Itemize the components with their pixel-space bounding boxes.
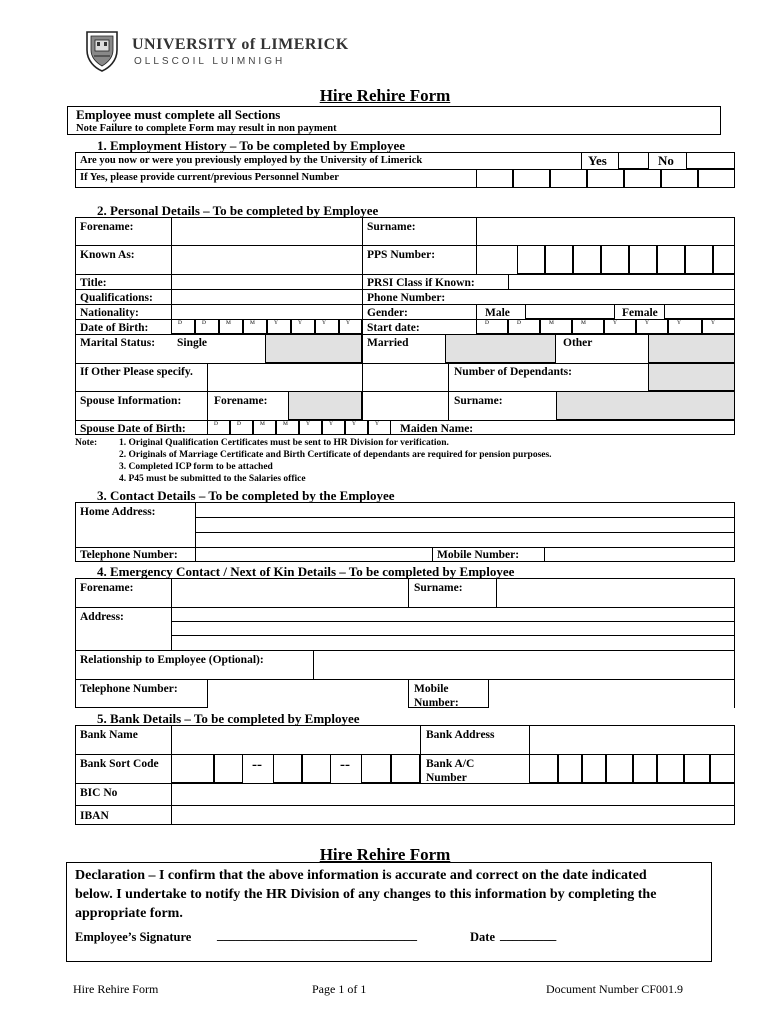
spouse-surname-label: Surname: [454, 395, 503, 407]
signature-label: Employee’s Signature [75, 930, 192, 944]
dob-cell[interactable]: M [219, 319, 243, 334]
telephone-input[interactable] [196, 548, 432, 561]
other-checkbox[interactable] [648, 334, 735, 363]
home-address-line-2[interactable] [196, 518, 734, 532]
married-label: Married [367, 337, 409, 349]
mobile-input[interactable] [545, 548, 734, 561]
note-item: 4. P45 must be submitted to the Salaries office [119, 474, 306, 484]
ec-forename-label: Forename: [80, 582, 134, 594]
start-date-cell[interactable]: Y [636, 319, 668, 334]
married-checkbox[interactable] [445, 334, 556, 363]
sort-code-label: Bank Sort Code [80, 758, 159, 770]
sort-code-digit[interactable] [214, 754, 243, 783]
male-label: Male [485, 307, 510, 319]
ec-telephone-input[interactable] [208, 680, 408, 708]
section-2-heading: 2. Personal Details – To be completed by Employee [97, 203, 379, 218]
account-digit[interactable] [529, 754, 558, 783]
personnel-digit[interactable] [624, 169, 661, 188]
spouse-dob-cell[interactable]: M [276, 420, 299, 435]
marital-status-label: Marital Status: [80, 337, 156, 349]
nationality-label: Nationality: [80, 307, 139, 319]
bank-address-input[interactable] [530, 726, 734, 754]
dob-cell[interactable]: D [171, 319, 195, 334]
forename-label: Forename: [80, 221, 134, 233]
female-checkbox[interactable] [664, 304, 735, 319]
yes-checkbox[interactable] [618, 152, 649, 169]
sort-code-digit[interactable] [361, 754, 391, 783]
known-as-input[interactable] [172, 246, 362, 274]
spouse-dob-cell[interactable]: M [253, 420, 276, 435]
if-other-input[interactable] [208, 364, 362, 391]
prsi-label: PRSI Class if Known: [367, 277, 475, 289]
account-digit[interactable] [606, 754, 633, 783]
account-digit[interactable] [558, 754, 582, 783]
home-address-line-1[interactable] [196, 503, 734, 517]
notes-label: Note: [75, 438, 98, 448]
dependants-label: Number of Dependants: [454, 366, 572, 378]
ec-surname-input[interactable] [497, 579, 734, 607]
personnel-number-label: If Yes, please provide current/previous Personnel Number [80, 172, 339, 183]
section-5-heading: 5. Bank Details – To be completed by Employee [97, 711, 360, 726]
male-checkbox[interactable] [525, 304, 615, 319]
qualifications-label: Qualifications: [80, 292, 153, 304]
account-digit[interactable] [684, 754, 710, 783]
home-address-label: Home Address: [80, 506, 156, 518]
pps-digit[interactable] [601, 245, 629, 274]
spouse-dob-label: Spouse Date of Birth: [80, 423, 186, 435]
pps-label: PPS Number: [367, 249, 436, 261]
maiden-name-label: Maiden Name: [400, 423, 474, 435]
bic-label: BIC No [80, 787, 118, 799]
bank-address-label: Bank Address [426, 729, 495, 741]
declaration-text: Declaration – I confirm that the above information is accurate and correct on the date indicated below. I undertake to notify the HR Division of any changes to this information by completing the appropriate form. [75, 868, 657, 921]
dob-cell[interactable]: Y [339, 319, 362, 334]
known-as-label: Known As: [80, 249, 135, 261]
pps-digit[interactable] [657, 245, 685, 274]
female-label: Female [622, 307, 658, 319]
dob-cell[interactable]: Y [267, 319, 291, 334]
university-irish-name: OLLSCOIL LUIMNIGH [134, 56, 286, 67]
sort-code-digit[interactable] [302, 754, 331, 783]
account-digit[interactable] [633, 754, 657, 783]
start-date-cell[interactable]: M [540, 319, 572, 334]
pps-digit[interactable] [573, 245, 601, 274]
dob-cell[interactable]: D [195, 319, 219, 334]
personnel-digit[interactable] [550, 169, 587, 188]
personnel-digit[interactable] [661, 169, 698, 188]
ec-address-line-3[interactable] [172, 636, 734, 650]
bic-input[interactable] [172, 784, 734, 805]
personnel-digit[interactable] [587, 169, 624, 188]
pps-digit[interactable] [685, 245, 713, 274]
forename-input[interactable] [172, 218, 362, 245]
surname-input[interactable] [477, 218, 734, 245]
start-date-cell[interactable]: Y [668, 319, 702, 334]
university-crest-icon [84, 28, 120, 72]
relationship-label: Relationship to Employee (Optional): [80, 654, 264, 666]
if-other-label: If Other Please specify. [80, 366, 193, 378]
ec-address-line-2[interactable] [172, 622, 734, 635]
single-checkbox[interactable] [265, 334, 362, 363]
no-checkbox[interactable] [686, 152, 735, 169]
phone-label: Phone Number: [367, 292, 446, 304]
sort-code-dash: -- [340, 757, 350, 773]
pps-digit[interactable] [629, 245, 657, 274]
section-4-heading: 4. Emergency Contact / Next of Kin Details – To be completed by Employee [97, 564, 515, 579]
date-label: Date [470, 930, 495, 944]
note-item: 2. Originals of Marriage Certificate and Birth Certificate of dependants are required for pension purposes. [119, 450, 552, 460]
ec-mobile-label: Mobile Number: [414, 683, 459, 709]
spouse-dob-cell[interactable]: Y [345, 420, 368, 435]
spouse-dob-cell[interactable]: D [230, 420, 253, 435]
spouse-dob-cell[interactable]: Y [322, 420, 345, 435]
ec-mobile-input[interactable] [489, 680, 734, 708]
account-digit[interactable] [710, 754, 735, 783]
start-date-cell[interactable]: Y [702, 319, 735, 334]
relationship-input[interactable] [314, 651, 734, 679]
dependants-input[interactable] [648, 363, 735, 391]
iban-label: IBAN [80, 810, 109, 822]
spouse-forename-label: Forename: [214, 395, 268, 407]
footer-center: Page 1 of 1 [312, 982, 367, 996]
note-item: 3. Completed ICP form to be attached [119, 462, 273, 472]
surname-label: Surname: [367, 221, 416, 233]
intro-failure: Note Failure to complete Form may result in non payment [76, 123, 337, 134]
spouse-dob-cell[interactable]: D [207, 420, 230, 435]
ec-telephone-label: Telephone Number: [80, 683, 178, 695]
no-label: No [658, 153, 674, 168]
declaration-title: Hire Rehire Form [319, 845, 451, 864]
yes-label: Yes [588, 153, 607, 168]
spouse-forename-input[interactable] [288, 391, 362, 420]
bank-name-input[interactable] [172, 726, 420, 754]
personnel-digit[interactable] [698, 169, 735, 188]
pps-digit[interactable] [713, 245, 735, 274]
sort-code-digit[interactable] [391, 754, 420, 783]
home-address-line-3[interactable] [196, 533, 734, 547]
spouse-dob-cell[interactable]: Y [299, 420, 322, 435]
section-1-heading: 1. Employment History – To be completed by Employee [97, 138, 406, 153]
dob-label: Date of Birth: [80, 322, 149, 334]
footer-left: Hire Rehire Form [73, 982, 159, 996]
mobile-label: Mobile Number: [437, 549, 520, 561]
spouse-info-label: Spouse Information: [80, 395, 182, 407]
previously-employed-question: Are you now or were you previously employed by the University of Limerick [80, 155, 423, 166]
other-label: Other [563, 337, 593, 349]
university-name: UNIVERSITY of LIMERICK [132, 36, 349, 53]
ec-address-label: Address: [80, 611, 124, 623]
pps-digit[interactable] [545, 245, 573, 274]
account-number-label: Bank A/C Number [426, 758, 475, 784]
dob-cell[interactable]: Y [291, 319, 315, 334]
gender-label: Gender: [367, 307, 408, 319]
note-item: 1. Original Qualification Certificates must be sent to HR Division for verification. [119, 438, 449, 448]
pps-digit[interactable] [517, 245, 545, 274]
start-date-cell[interactable]: D [508, 319, 540, 334]
start-date-label: Start date: [367, 322, 420, 334]
title-label: Title: [80, 277, 107, 289]
personnel-digit[interactable] [476, 169, 513, 188]
personnel-digit[interactable] [513, 169, 550, 188]
ec-surname-label: Surname: [414, 582, 463, 594]
account-digit[interactable] [657, 754, 684, 783]
spouse-surname-input[interactable] [556, 391, 735, 420]
section-3-heading: 3. Contact Details – To be completed by the Employee [97, 488, 395, 503]
sort-code-dash: -- [252, 757, 262, 773]
ec-forename-input[interactable] [172, 579, 408, 607]
intro-must: Employee must complete all Sections [76, 107, 281, 122]
account-digit[interactable] [582, 754, 606, 783]
bank-name-label: Bank Name [80, 729, 138, 741]
start-date-cell[interactable]: M [572, 319, 604, 334]
spouse-dob-cell[interactable]: Y [368, 420, 391, 435]
start-date-cell[interactable]: D [476, 319, 508, 334]
ec-address-line-1[interactable] [172, 608, 734, 621]
date-line[interactable]: _________ [500, 928, 557, 942]
sort-code-digit[interactable] [171, 754, 214, 783]
maiden-name-input[interactable] [486, 421, 734, 434]
dob-cell[interactable]: Y [315, 319, 339, 334]
form-title: Hire Rehire Form [319, 86, 451, 105]
footer-right: Document Number CF001.9 [546, 982, 683, 996]
single-label: Single [177, 337, 208, 349]
telephone-label: Telephone Number: [80, 549, 178, 561]
iban-input[interactable] [172, 806, 734, 824]
signature-line[interactable]: ________________________________ [217, 928, 417, 942]
start-date-cell[interactable]: Y [604, 319, 636, 334]
sort-code-digit[interactable] [273, 754, 302, 783]
dob-cell[interactable]: M [243, 319, 267, 334]
